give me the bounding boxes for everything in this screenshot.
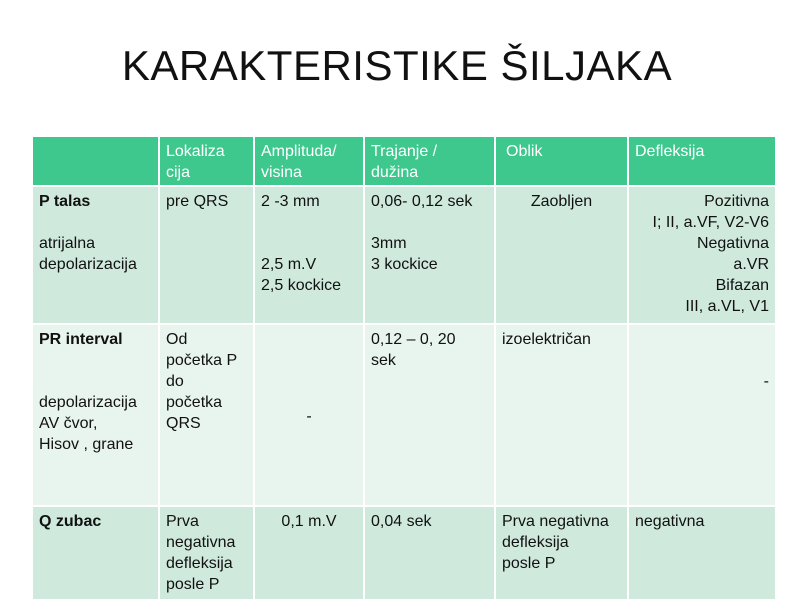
table-row-pr-interval [32,324,776,506]
q-zubac-oblik: Prva negativna defleksija posle P [495,506,628,600]
q-zubac-amplituda: 0,1 m.V [254,506,364,600]
header-amplituda: Amplituda/ visina [254,136,364,186]
pr-interval-name-cell: PR interval depolarizacija AV čvor, Hisov , grane [32,324,159,506]
pr-interval-trajanje: 0,12 – 0, 20 sek [364,324,495,506]
p-talas-trajanje: 0,06- 0,12 sek 3mm 3 kockice [364,186,495,324]
header-trajanje: Trajanje / dužina [364,136,495,186]
pr-interval-oblik: izoelektričan [495,324,628,506]
p-talas-defleksija: Pozitivna I; II, a.VF, V2-V6 Negativna a.VR Bifazan III, a.VL, V1 [628,186,776,324]
q-zubac-name-cell [32,506,159,600]
q-zubac-defleksija: negativna [628,506,776,600]
table-row-p-talas [32,186,776,324]
characteristics-table [31,135,777,601]
p-talas-lokalizacija: pre QRS [159,186,254,324]
p-talas-oblik: Zaobljen [495,186,628,324]
header-lokalizacija: Lokaliza cija [159,136,254,186]
q-zubac-name: Q zubac [39,513,102,530]
header-oblik: Oblik [495,136,628,186]
table-row-q-zubac [32,506,776,600]
pr-interval-lokalizacija: Od početka P do početka QRS [159,324,254,506]
page-title: KARAKTERISTIKE ŠILJAKA [121,42,673,89]
pr-interval-defleksija: - [628,324,776,506]
p-talas-amplituda: 2 -3 mm 2,5 m.V 2,5 kockice [254,186,364,324]
q-zubac-trajanje: 0,04 sek [364,506,495,600]
header-defleksija: Defleksija [628,136,776,186]
pr-interval-amplituda: - [254,324,364,506]
header-row [32,136,776,186]
header-empty-cell [32,136,159,186]
q-zubac-lokalizacija: Prva negativna defleksija posle P [159,506,254,600]
pr-interval-name: PR interval [39,331,123,348]
p-talas-name-cell: P talas atrijalna depolarizacija [32,186,159,324]
p-talas-name: P talas [39,193,91,210]
